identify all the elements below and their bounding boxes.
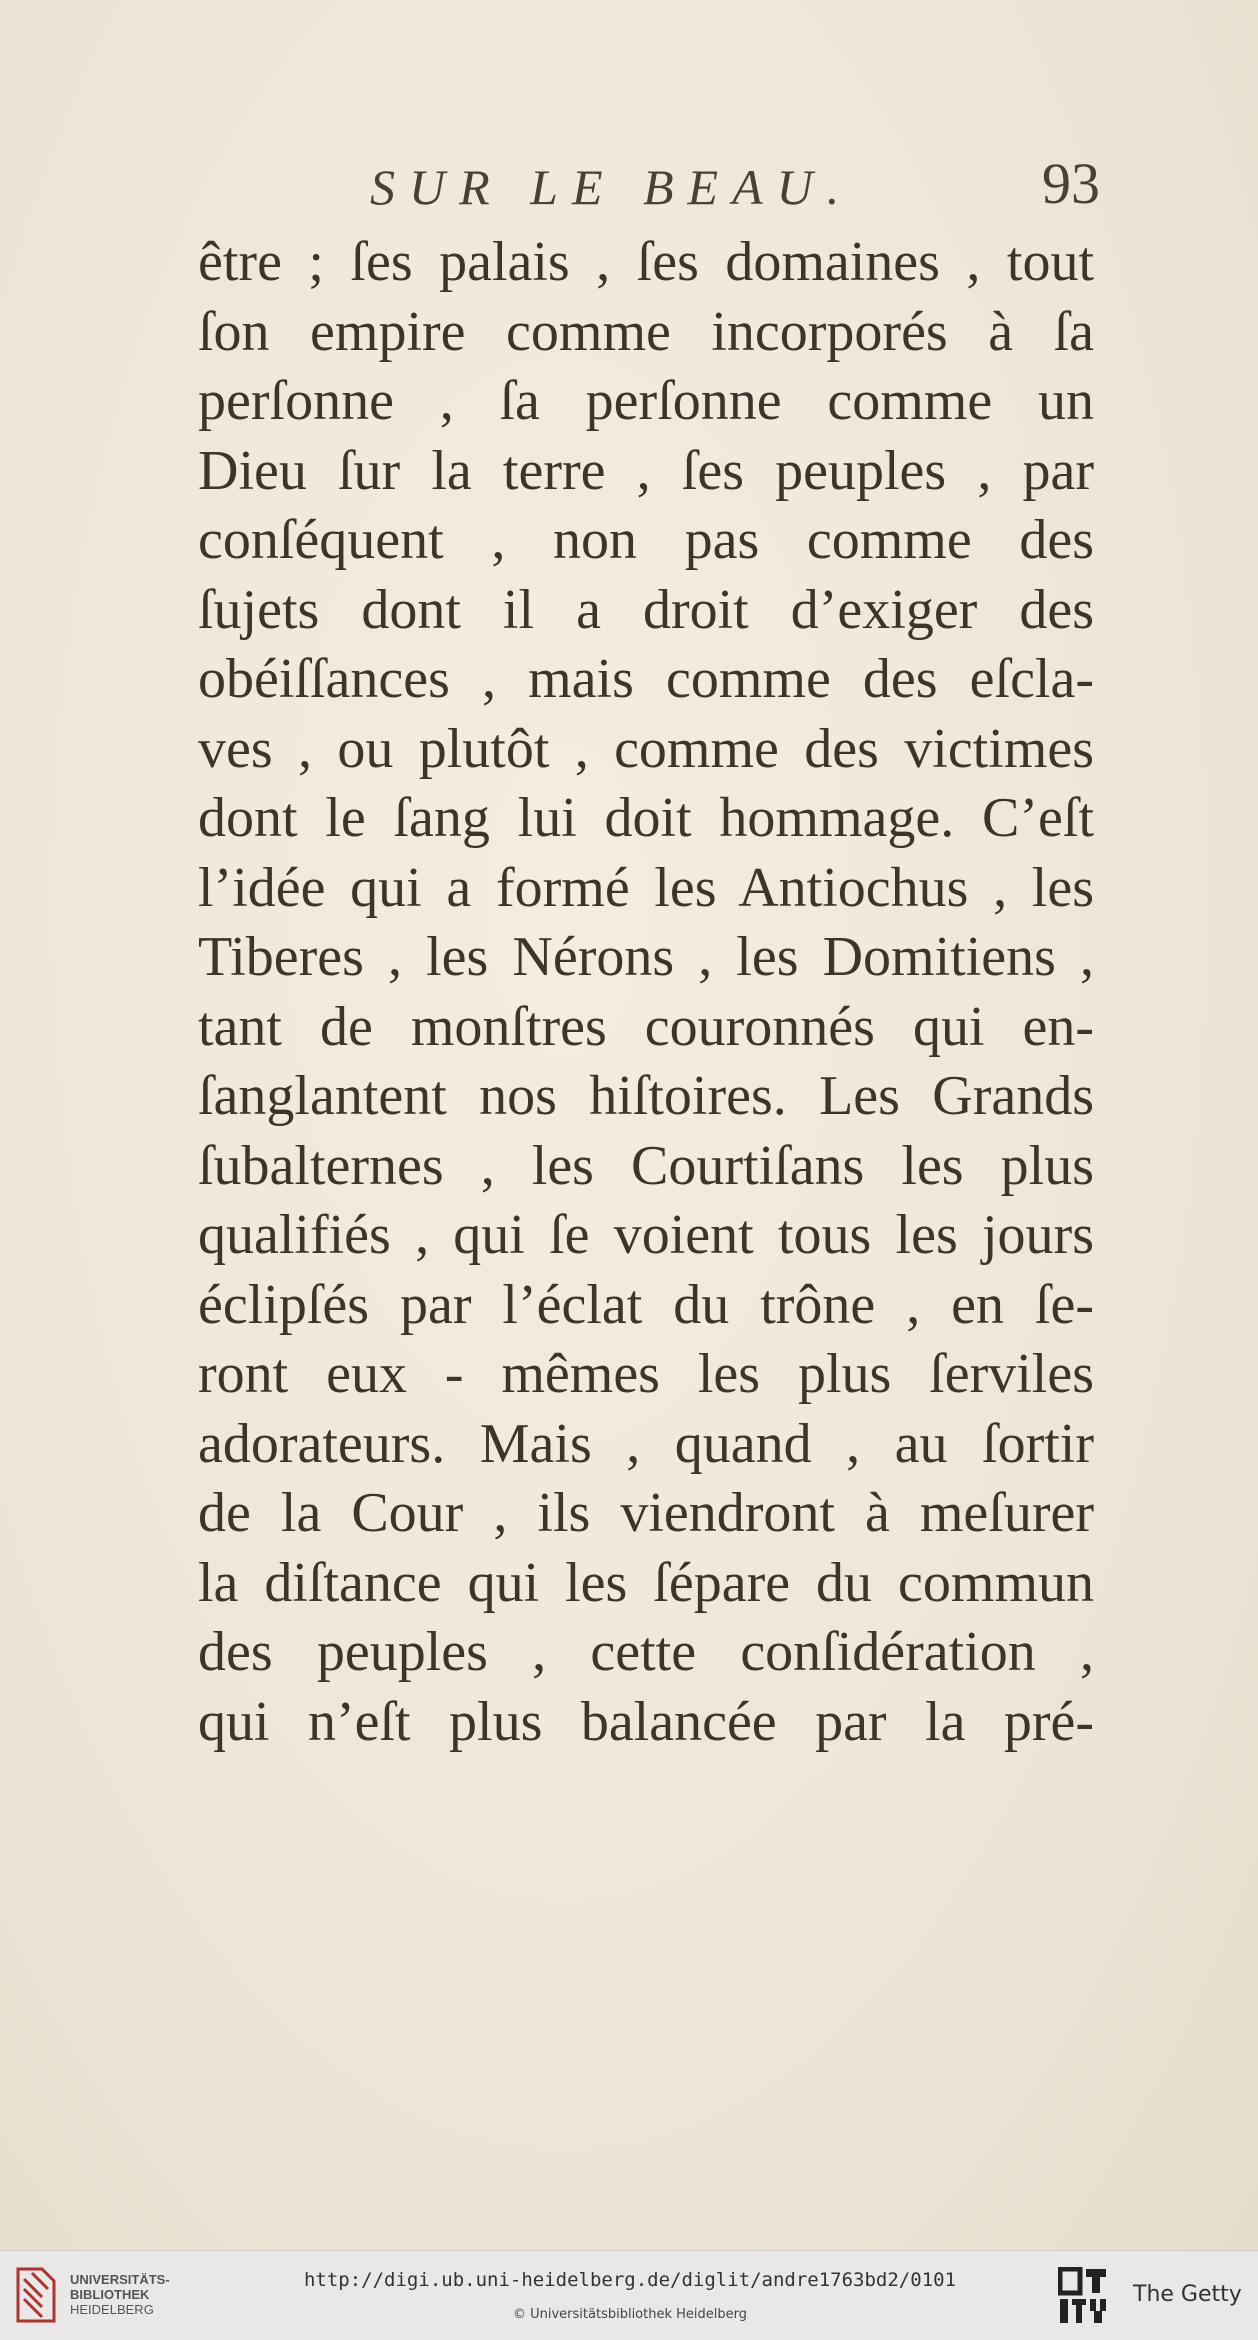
getty-label: The Getty bbox=[1133, 2282, 1242, 2307]
text-line: ſujets dont il a droit d’exiger des bbox=[198, 578, 1094, 641]
text-line: tant de monſtres couronnés qui en- bbox=[198, 995, 1094, 1058]
viewer-footer bbox=[0, 2250, 1258, 2340]
university-library-logo-icon bbox=[12, 2265, 60, 2325]
text-line: dont le ſang lui doit hommage. C’eſt bbox=[198, 787, 1094, 849]
text-line: être ; ſes palais , ſes domaines , tout bbox=[198, 231, 1094, 293]
text-line: l’idée qui a formé les Antiochus , les bbox=[198, 856, 1094, 919]
text-line: qui n’eſt plus balancée par la pré- bbox=[198, 1690, 1094, 1753]
text-line: obéiſſances , mais comme des eſcla- bbox=[198, 648, 1094, 710]
library-name-line: UNIVERSITÄTS- bbox=[70, 2272, 170, 2287]
page-number: 93 bbox=[1042, 151, 1100, 216]
text-line: Tiberes , les Nérons , les Domitiens , bbox=[198, 926, 1094, 988]
text-line: ves , ou plutôt , comme des victimes bbox=[198, 717, 1094, 780]
text-line: Dieu ſur la terre , ſes peuples , par bbox=[198, 439, 1094, 502]
library-name bbox=[70, 2272, 170, 2317]
text-line: de la Cour , ils viendront à meſurer bbox=[198, 1482, 1094, 1544]
text-line: qualifiés , qui ſe voient tous les jours bbox=[198, 1204, 1094, 1266]
text-line: ſanglantent nos hiſtoires. Les Grands bbox=[198, 1065, 1094, 1127]
copyright-notice: © Universitätsbibliothek Heidelberg bbox=[512, 2307, 747, 2322]
text-line: ſon empire comme incorporés à ſa bbox=[198, 300, 1094, 363]
getty-logo-icon bbox=[1058, 2267, 1110, 2325]
running-title: SUR LE BEAU. bbox=[370, 159, 854, 215]
text-line: la diſtance qui les ſépare du commun bbox=[198, 1551, 1094, 1614]
body-text bbox=[198, 228, 1094, 1757]
text-line: perſonne , ſa perſonne comme un bbox=[198, 370, 1094, 432]
text-line: ront eux - mêmes les plus ſerviles bbox=[198, 1343, 1094, 1405]
library-name-line: BIBLIOTHEK bbox=[70, 2287, 150, 2302]
text-line: adorateurs. Mais , quand , au ſortir bbox=[198, 1412, 1094, 1475]
permalink-url[interactable]: http://digi.ub.uni-heidelberg.de/diglit/andre1763bd2/0101 bbox=[303, 2269, 957, 2291]
library-name-line: HEIDELBERG bbox=[70, 2302, 154, 2317]
text-line: éclipſés par l’éclat du trône , en ſe- bbox=[198, 1273, 1094, 1336]
text-line: conſéquent , non pas comme des bbox=[198, 509, 1094, 571]
text-line: ſubalternes , les Courtiſans les plus bbox=[198, 1134, 1094, 1197]
text-line: des peuples , cette conſidération , bbox=[198, 1621, 1094, 1683]
page-header bbox=[370, 150, 1100, 220]
